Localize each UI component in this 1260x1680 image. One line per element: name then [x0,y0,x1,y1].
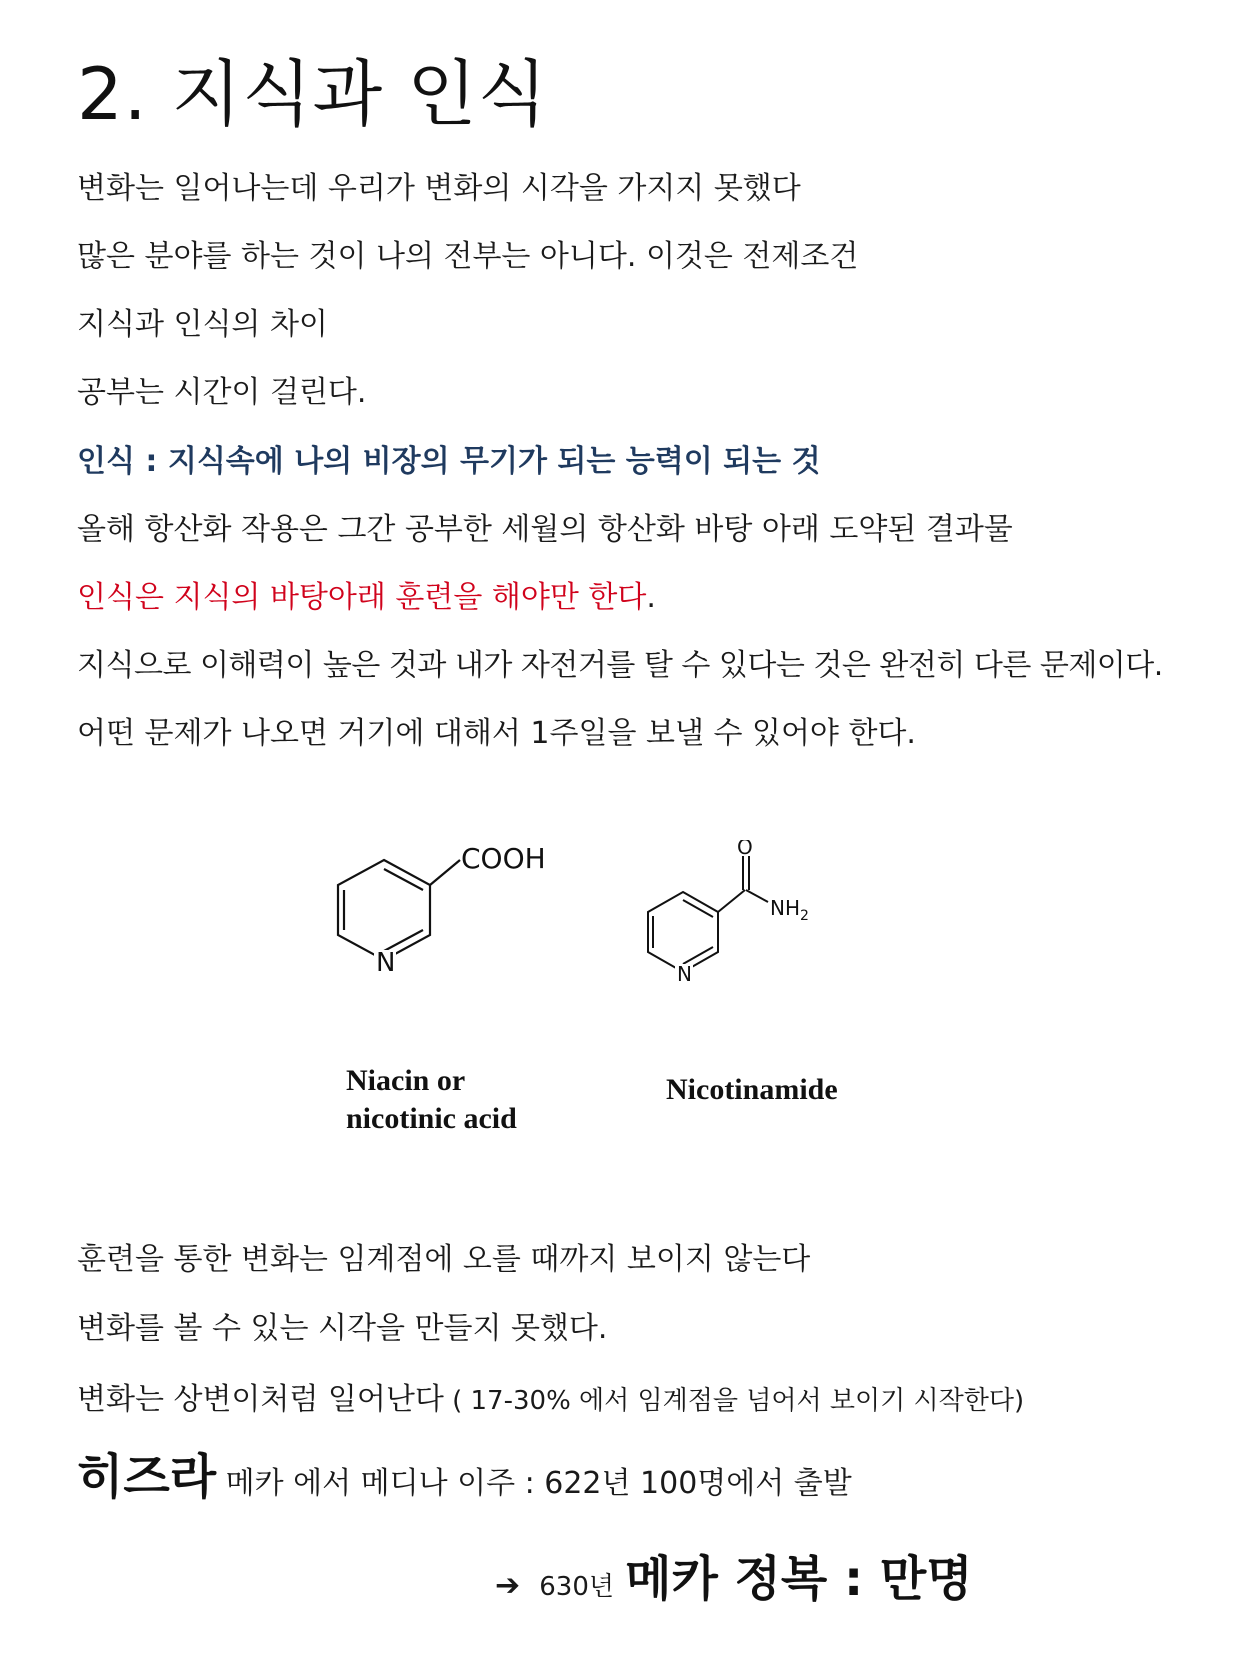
niacin-n-label: N [376,948,396,978]
text-line-12: 변화는 상변이처럼 일어난다 ( 17-30% 에서 임계점을 넘어서 보이기 시작한다) [77,1382,1025,1417]
text-line-6: 올해 항산화 작용은 그간 공부한 세월의 항산화 바탕 아래 도약된 결과물 [77,512,1013,547]
conquest-result: 메카 정복 : 만명 [625,1551,973,1607]
conquest-line [495,1540,973,1609]
hijra-description: 메카 에서 메디나 이주 : 622년 100명에서 출발 [216,1466,852,1501]
period: . [646,580,656,615]
chemical-structures-figure [300,840,900,1040]
hijra-heading: 히즈라 [77,1449,217,1505]
highlighted-sentence: 인식은 지식의 바탕아래 훈련을 해야만 한다 [77,580,647,615]
nicotinamide-caption: Nicotinamide [666,1073,838,1106]
conquest-year: 630년 [539,1572,614,1602]
nicotinamide-structure [648,856,768,972]
text-line-7 [77,572,656,616]
recognition-definition: 인식 : 지식속에 나의 비장의 무기가 되는 능력이 되는 것 [77,444,821,479]
niacin-structure [338,860,460,960]
text-line-1: 변화는 일어나는데 우리가 변화의 시각을 가지지 못했다 [77,171,801,206]
text-line-2: 많은 분야를 하는 것이 나의 전부는 아니다. 이것은 전제조건 [77,239,859,274]
page-title: 2. 지식과 인식 [77,52,549,136]
text-line-4: 공부는 시간이 걸린다. [77,375,367,410]
arrow-right-icon: ➔ [495,1568,521,1603]
text-line-9: 어떤 문제가 나오면 거기에 대해서 1주일을 보낼 수 있어야 한다. [77,716,916,751]
niacin-caption: Niacin or nicotinic acid [346,1064,517,1135]
text-line-8: 지식으로 이해력이 높은 것과 내가 자전거를 탈 수 있다는 것은 완전히 다른 문제이다. [77,648,1163,683]
nicotinamide-o-label: O [737,840,753,859]
niacin-cooh-label: COOH [461,842,546,875]
text-line-3: 지식과 인식의 차이 [77,307,328,342]
text-line-11: 변화를 볼 수 있는 시각을 만들지 못했다. [77,1311,608,1346]
hijra-line [77,1438,852,1507]
text-line-10: 훈련을 통한 변화는 임계점에 오를 때까지 보이지 않는다 [77,1242,811,1277]
nicotinamide-n-label: N [677,962,692,986]
nicotinamide-nh2-label: $NH_2$ [770,896,809,924]
